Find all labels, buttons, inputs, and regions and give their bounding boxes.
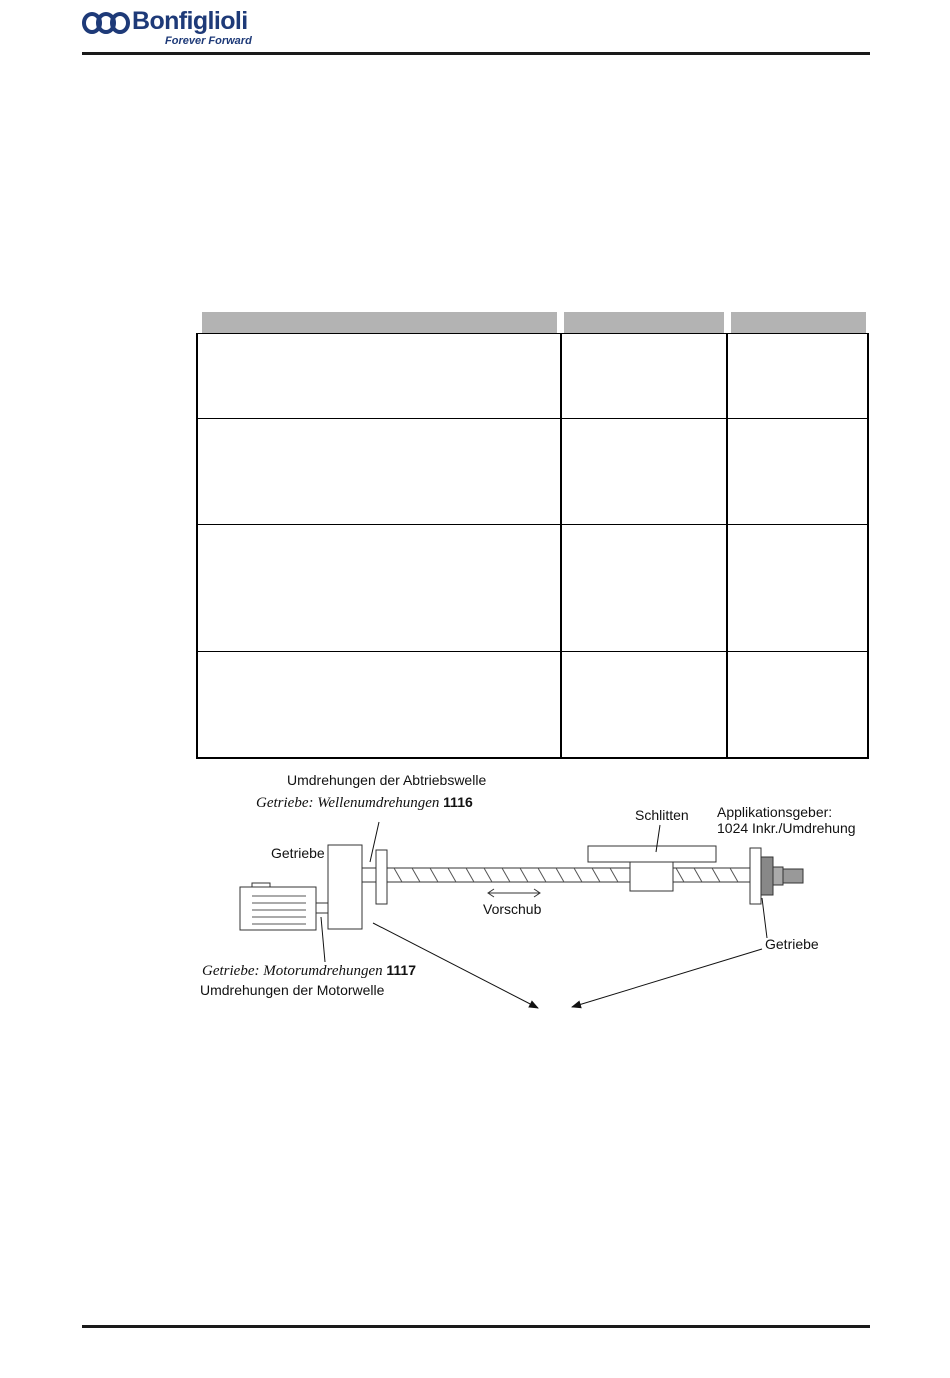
label-gearbox-shaft-param: Getriebe: Wellenumdrehungen 1116 [256, 794, 473, 811]
table-header-cell-2 [564, 312, 724, 333]
bonfiglioli-logo-icon [82, 10, 130, 36]
label-gearbox-right: Getriebe [765, 936, 819, 952]
param-number-1117: 1117 [386, 962, 417, 978]
ball-screw-drive-diagram [0, 760, 950, 1020]
label-motor-shaft-revolutions: Umdrehungen der Motorwelle [200, 982, 385, 998]
table-header-cell-3 [731, 312, 866, 333]
label-gearbox-left: Getriebe [271, 845, 325, 861]
table-header-cell-1 [202, 312, 557, 333]
bearing-left-icon [376, 850, 387, 904]
encoder-icon [761, 857, 773, 895]
brand-name: Bonfiglioli [132, 7, 248, 35]
gearbox-icon [328, 845, 362, 929]
encoder-shaft-icon [783, 869, 803, 883]
param-number-1116: 1116 [443, 794, 473, 810]
brand-logo [82, 8, 272, 50]
header-rule [82, 52, 870, 55]
bearing-right-icon [750, 848, 761, 904]
table-border-left [196, 333, 198, 759]
table-row-line [196, 524, 869, 525]
label-feed: Vorschub [483, 901, 542, 917]
table-divider-1 [560, 333, 562, 759]
label-carriage: Schlitten [635, 807, 689, 823]
footer-rule [82, 1325, 870, 1328]
table-divider-2 [726, 333, 728, 759]
arrow-to-ratio-right [572, 949, 762, 1007]
table-row-line [196, 757, 869, 759]
table-row-line [196, 333, 869, 334]
label-gearbox-motor-param: Getriebe: Motorumdrehungen 1117 [202, 962, 417, 979]
feed-double-arrow-icon [488, 889, 540, 897]
label-encoder-title: Applikationsgeber: [717, 804, 833, 820]
table-row-line [196, 651, 869, 652]
table-border-right [867, 333, 869, 759]
motor-icon [240, 883, 328, 930]
label-output-shaft-revolutions: Umdrehungen der Abtriebswelle [287, 772, 487, 788]
label-encoder-resolution: 1024 Inkr./Umdrehung [717, 820, 856, 836]
brand-tagline: Forever Forward [165, 35, 252, 47]
table-row-line [196, 418, 869, 419]
